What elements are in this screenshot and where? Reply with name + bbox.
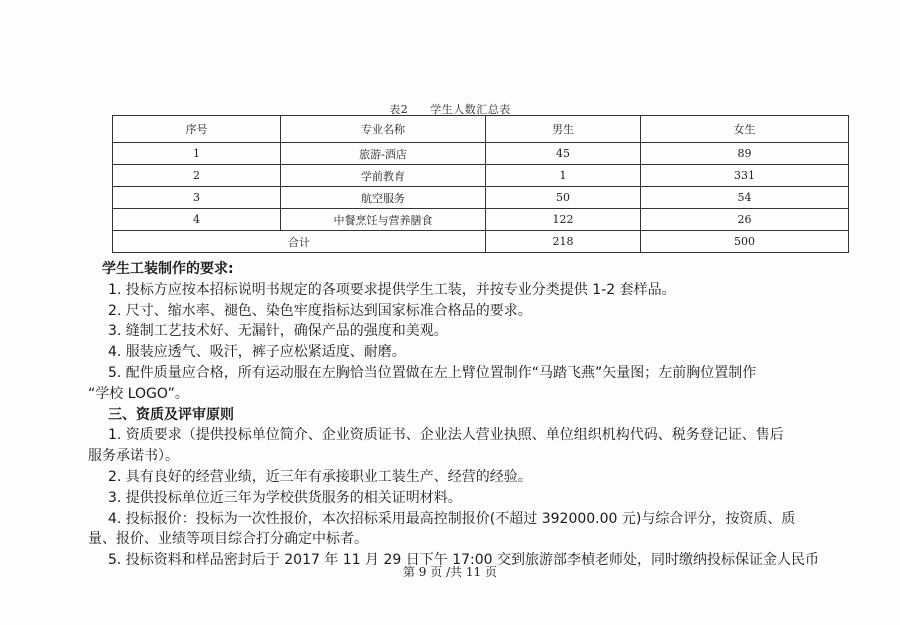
requirement-item: 3. 缝制工艺技术好、无漏针，确保产品的强度和美观。 xyxy=(108,323,448,340)
column-header-girls: 女生 xyxy=(641,116,849,143)
row-boys: 1 xyxy=(486,165,641,187)
table-total-row xyxy=(113,231,849,253)
column-header-major: 专业名称 xyxy=(281,116,486,143)
table-caption-title: 学生人数汇总表 xyxy=(430,103,511,116)
row-boys: 122 xyxy=(486,209,641,231)
total-label: 合计 xyxy=(113,231,486,253)
paragraph: 3. 提供投标单位近三年为学校供货服务的相关证明材料。 xyxy=(108,489,462,506)
row-no: 2 xyxy=(113,165,281,187)
row-major: 学前教育 xyxy=(281,165,486,187)
requirement-item: 2. 尺寸、缩水率、褪色、染色牢度指标达到国家标准合格品的要求。 xyxy=(108,302,532,319)
total-girls: 500 xyxy=(641,231,849,253)
row-girls: 54 xyxy=(641,187,849,209)
paragraph: 1. 资质要求（提供投标单位简介、企业资质证书、企业法人营业执照、单位组织机构代码、税务登记证、售后 xyxy=(108,427,784,444)
table-row xyxy=(113,209,849,231)
paragraph: 2. 具有良好的经营业绩，近三年有承接职业工装生产、经营的经验。 xyxy=(108,468,532,485)
row-major: 航空服务 xyxy=(281,187,486,209)
document-body xyxy=(88,259,850,571)
requirements-heading: 学生工装制作的要求: xyxy=(102,261,234,277)
paragraph-continuation: 量、报价、业绩等项目综合打分确定中标者。 xyxy=(88,531,368,548)
row-no: 1 xyxy=(113,143,281,165)
paragraph: 4. 投标报价：投标为一次性报价，本次招标采用最高控制报价(不超过 392000.00 元)与综合评分，按资质、质 xyxy=(108,510,796,527)
row-girls: 89 xyxy=(641,143,849,165)
row-girls: 331 xyxy=(641,165,849,187)
table-row xyxy=(113,165,849,187)
row-boys: 50 xyxy=(486,187,641,209)
table-caption-number: 表2 xyxy=(389,103,409,116)
section-heading: 三、资质及评审原则 xyxy=(108,406,234,423)
row-major: 旅游-酒店 xyxy=(281,143,486,165)
column-header-no: 序号 xyxy=(113,116,281,143)
row-no: 4 xyxy=(113,209,281,231)
paragraph-continuation: 服务承诺书）。 xyxy=(88,448,179,465)
total-boys: 218 xyxy=(486,231,641,253)
paragraph: 5. 投标资料和样品密封后于 2017 年 11 月 29 日下午 17:00 交到旅游部李楨老师处，同时缴纳投标保证金人民币 xyxy=(108,552,820,569)
table-row xyxy=(113,187,849,209)
page-number: 第 9 页 /共 11 页 xyxy=(402,565,498,579)
requirement-item: 4. 服装应透气、吸汗，裤子应松紧适度、耐磨。 xyxy=(108,344,406,361)
requirement-item: 5. 配件质量应合格，所有运动服在左胸恰当位置做在左上臂位置制作“马踏飞燕”矢量图；左前胸位置制作 xyxy=(108,364,757,381)
column-header-boys: 男生 xyxy=(486,116,641,143)
student-count-table xyxy=(112,115,849,253)
requirement-item: 1. 投标方应按本招标说明书规定的各项要求提供学生工装，并按专业分类提供 1-2 套样品。 xyxy=(108,281,676,298)
row-major: 中餐烹饪与营养膳食 xyxy=(281,209,486,231)
table-header-row xyxy=(113,116,849,143)
row-girls: 26 xyxy=(641,209,849,231)
table-row xyxy=(113,143,849,165)
row-no: 3 xyxy=(113,187,281,209)
requirement-item-continuation: “学校 LOGO”。 xyxy=(88,385,189,402)
row-boys: 45 xyxy=(486,143,641,165)
